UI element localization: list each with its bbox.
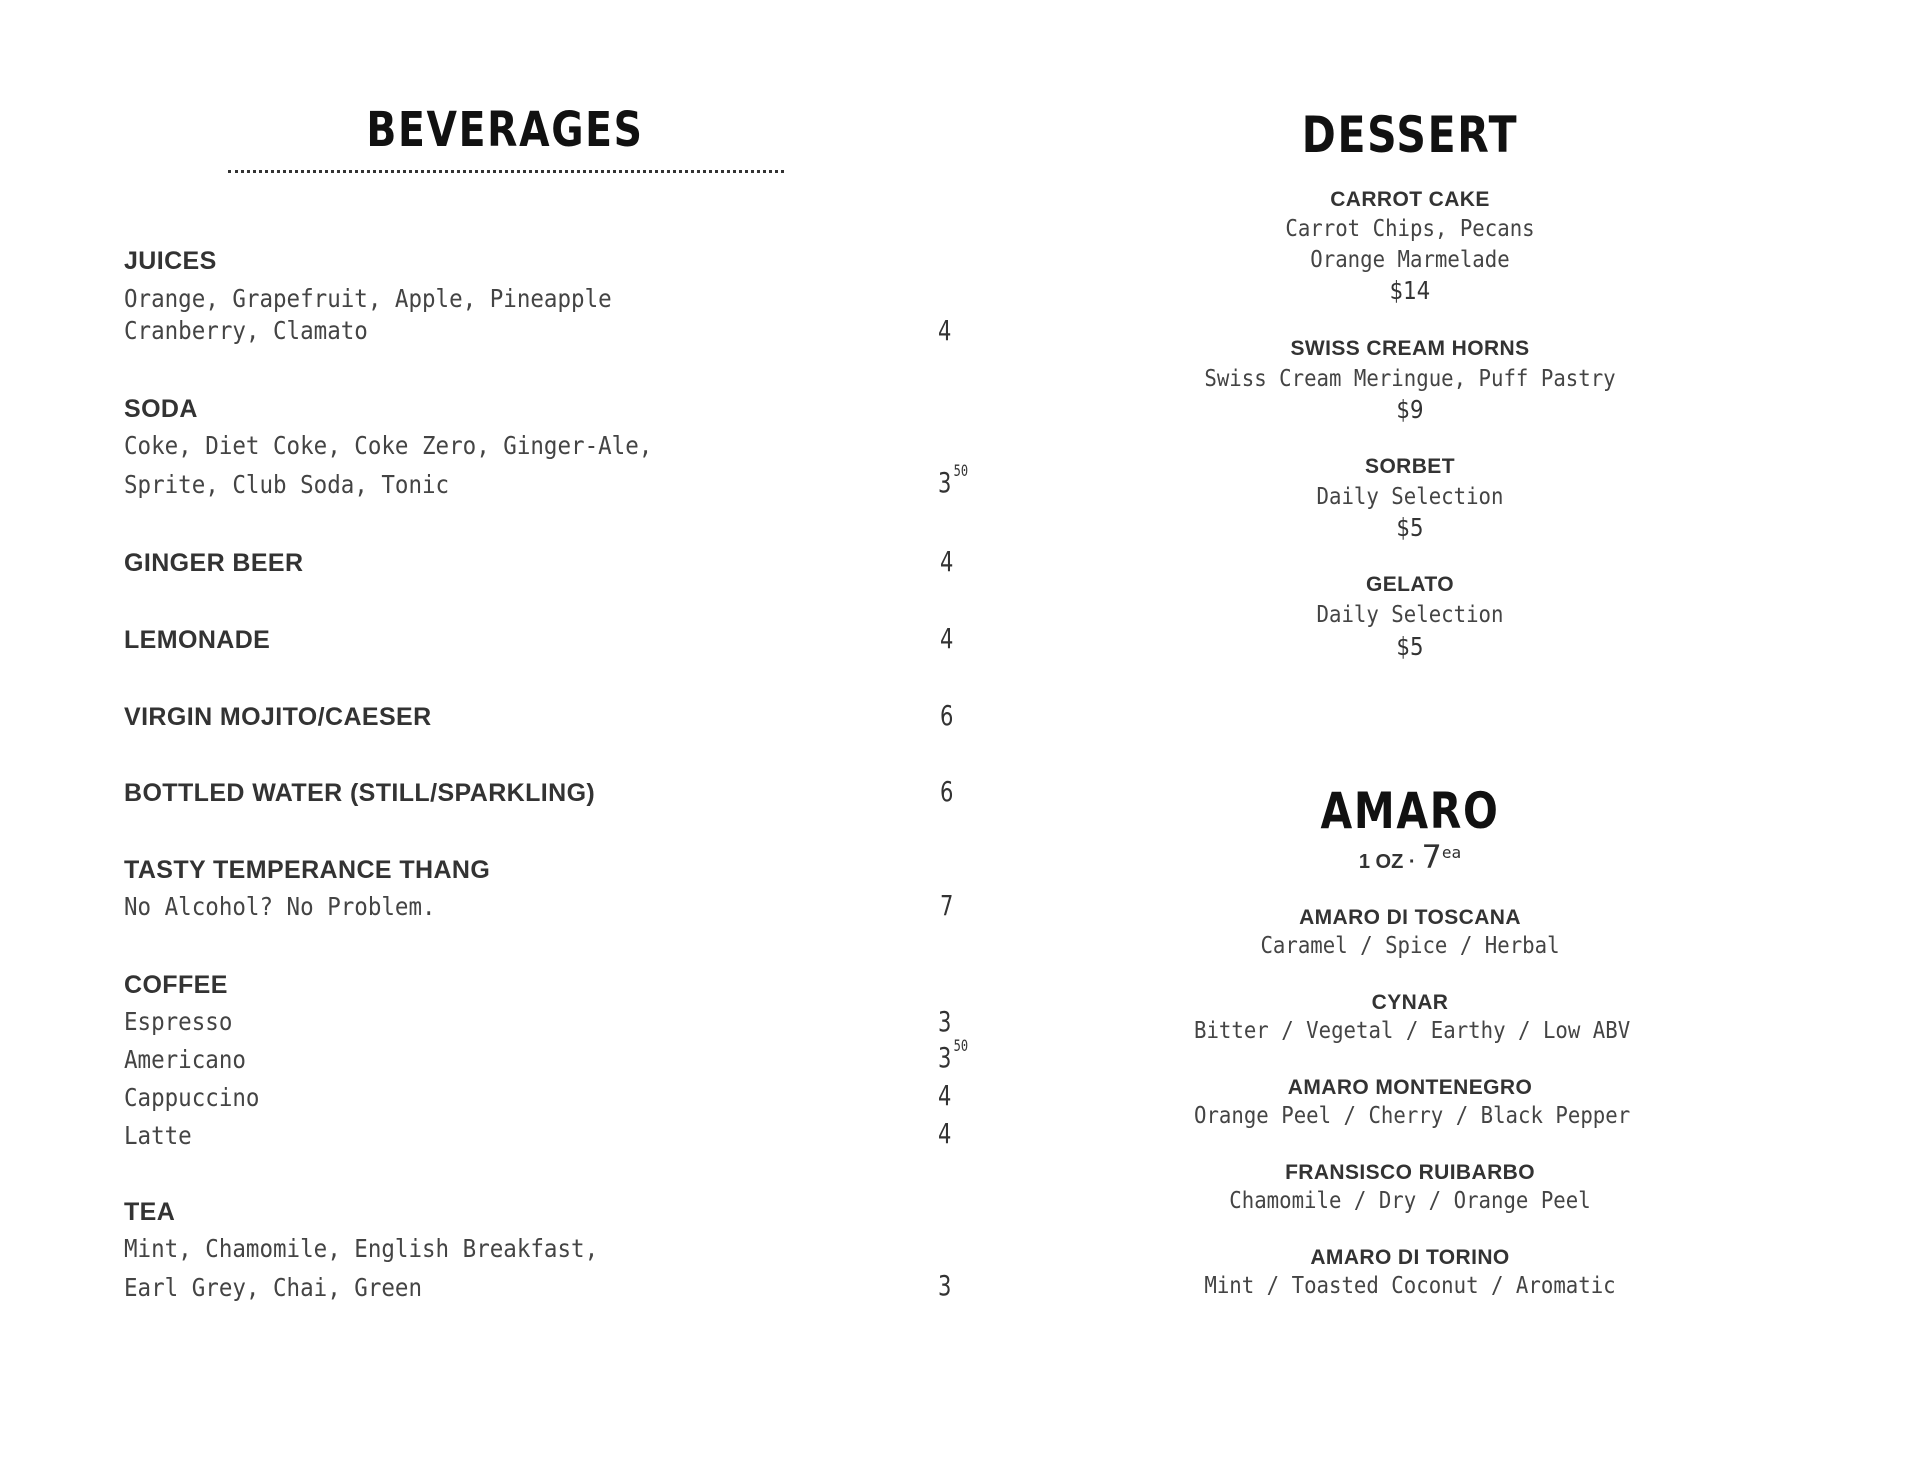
dotted-divider	[228, 170, 784, 173]
dessert-sorbet-desc: Daily Selection	[1316, 484, 1504, 510]
price-cents: 50	[953, 460, 969, 480]
amaro-item-name: AMARO MONTENEGRO	[1287, 1076, 1533, 1099]
amaro-item-notes: Mint / Toasted Coconut / Aromatic	[1204, 1273, 1616, 1299]
dessert-gelato-price: $5	[1396, 632, 1424, 661]
amaro-item-notes: Bitter / Vegetal / Earthy / Low ABV	[1194, 1018, 1631, 1044]
amaro-item-name: AMARO DI TOSCANA	[1299, 906, 1521, 929]
item-soda-desc: Coke, Diet Coke, Coke Zero, Ginger-Ale,	[124, 431, 653, 460]
amaro-price-suffix: ea	[1441, 842, 1462, 862]
item-juices-desc: Cranberry, Clamato	[124, 316, 368, 345]
coffee-option-label: Espresso	[124, 1007, 233, 1036]
dessert-carrot-cake-price: $14	[1389, 276, 1431, 305]
amaro-serving-price	[1170, 838, 1650, 876]
amaro-serving: 1 OZ ·	[1358, 851, 1416, 873]
dessert-swiss-cream-horns-name: SWISS CREAM HORNS	[1290, 337, 1530, 360]
dessert-sorbet-name: SORBET	[1365, 455, 1455, 478]
beverages-title: BEVERAGES	[366, 102, 644, 158]
item-virgin-mojito-price: 6	[940, 699, 954, 732]
item-tea-desc: Mint, Chamomile, English Breakfast,	[124, 1234, 599, 1263]
item-tea-name: TEA	[124, 1198, 176, 1226]
dessert-title: DESSERT	[1301, 106, 1519, 164]
item-ginger-beer-price: 4	[940, 545, 954, 578]
item-temperance-name: TASTY TEMPERANCE THANG	[124, 856, 491, 884]
item-juices-desc: Orange, Grapefruit, Apple, Pineapple	[124, 284, 612, 313]
amaro-item-notes: Orange Peel / Cherry / Black Pepper	[1194, 1103, 1631, 1129]
price-cents: 50	[953, 1035, 969, 1055]
amaro-item-name: FRANSISCO RUIBARBO	[1285, 1161, 1535, 1184]
item-temperance-price: 7	[940, 889, 954, 922]
item-soda-name: SODA	[124, 395, 198, 423]
item-soda-desc: Sprite, Club Soda, Tonic	[124, 470, 450, 499]
item-tea-price: 3	[938, 1269, 952, 1302]
amaro-title: AMARO	[1320, 782, 1500, 840]
dessert-gelato-desc: Daily Selection	[1316, 602, 1504, 628]
coffee-option-price: 4	[938, 1117, 952, 1150]
amaro-item-notes: Chamomile / Dry / Orange Peel	[1229, 1188, 1591, 1214]
item-soda-price: 3 $^{50}$	[938, 460, 969, 499]
dessert-sorbet-price: $5	[1396, 513, 1424, 542]
coffee-option-price: 3 $^{50}$	[938, 1035, 969, 1074]
coffee-option-label: Latte	[124, 1121, 192, 1150]
item-lemonade-price: 4	[940, 622, 954, 655]
item-temperance-desc: No Alcohol? No Problem.	[124, 892, 436, 921]
item-lemonade-name: LEMONADE	[124, 626, 271, 654]
coffee-option-price: 3	[938, 1005, 952, 1038]
amaro-price: 7	[1421, 838, 1442, 876]
amaro-item-notes: Caramel / Spice / Herbal	[1260, 933, 1560, 959]
dessert-gelato-name: GELATO	[1366, 573, 1454, 596]
item-virgin-mojito-name: VIRGIN MOJITO/CAESER	[124, 703, 432, 731]
item-tea-desc: Earl Grey, Chai, Green	[124, 1273, 423, 1302]
dessert-carrot-cake-name: CARROT CAKE	[1330, 188, 1490, 211]
item-bottled-water-price: 6	[940, 775, 954, 808]
coffee-option-label: Americano	[124, 1045, 246, 1074]
dessert-carrot-cake-desc: Carrot Chips, Pecans	[1285, 216, 1535, 242]
coffee-option-price: 4	[938, 1079, 952, 1112]
amaro-item-name: CYNAR	[1371, 991, 1449, 1014]
item-juices-price: 4	[938, 314, 952, 347]
coffee-option-label: Cappuccino	[124, 1083, 260, 1112]
dessert-carrot-cake-desc: Orange Marmelade	[1310, 247, 1510, 273]
amaro-item-name: AMARO DI TORINO	[1310, 1246, 1510, 1269]
item-coffee-name: COFFEE	[124, 971, 228, 999]
item-juices-name: JUICES	[124, 247, 217, 275]
item-bottled-water-name: BOTTLED WATER (STILL/SPARKLING)	[124, 779, 596, 807]
item-ginger-beer-name: GINGER BEER	[124, 549, 304, 577]
dessert-swiss-cream-horns-price: $9	[1396, 395, 1424, 424]
dessert-swiss-cream-horns-desc: Swiss Cream Meringue, Puff Pastry	[1204, 366, 1616, 392]
